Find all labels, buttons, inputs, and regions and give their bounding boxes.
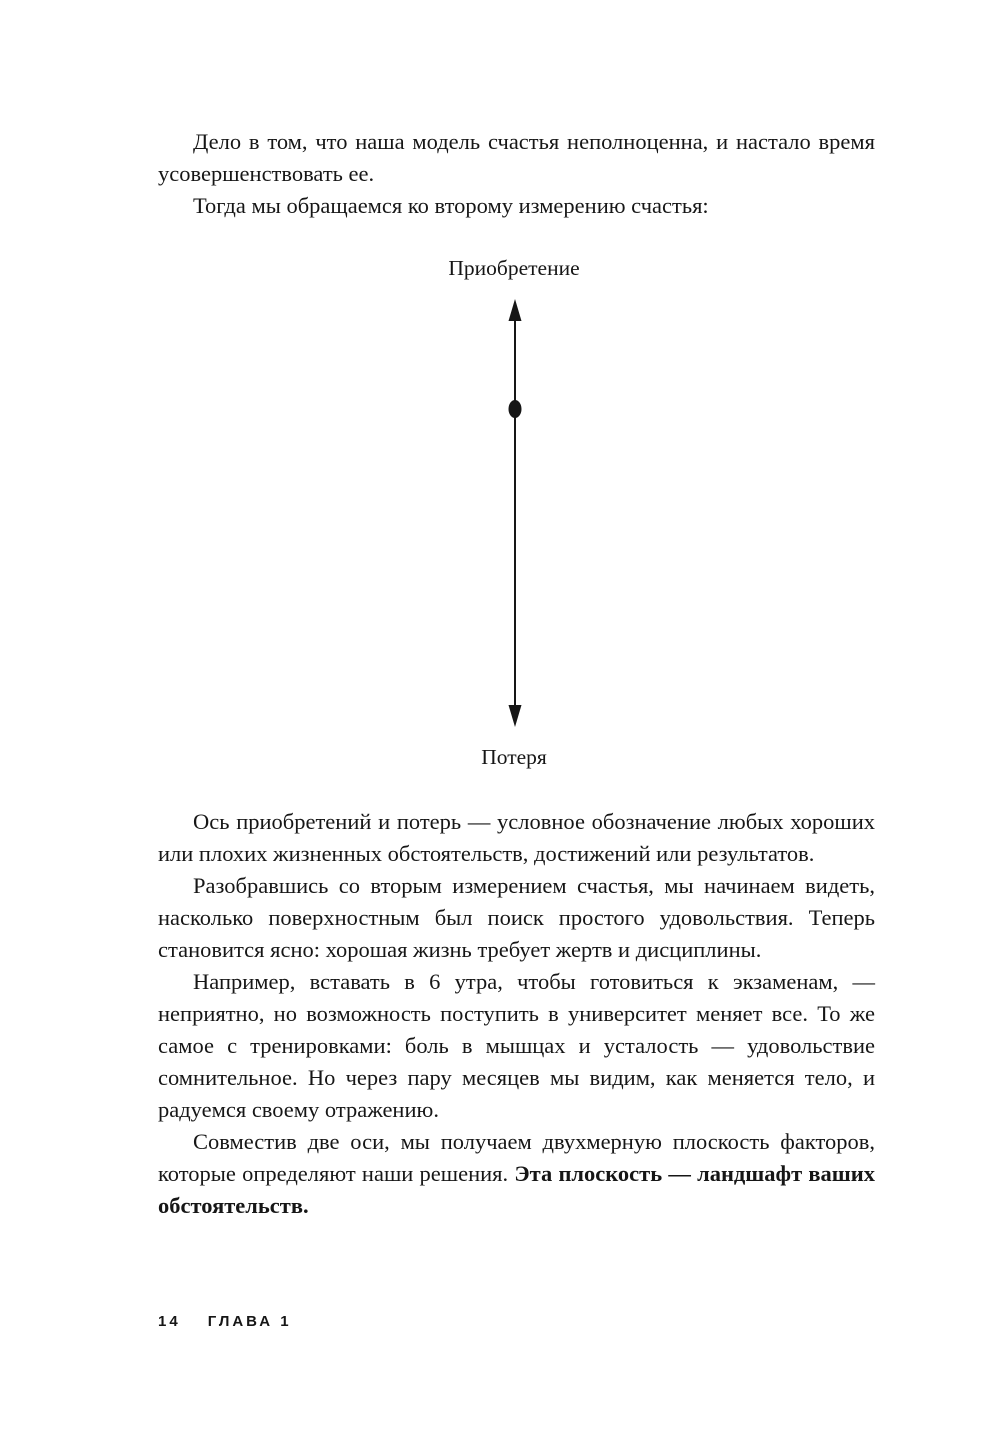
page-footer	[158, 1313, 292, 1330]
body-paragraph	[158, 966, 875, 1126]
text-segment: Например, вставать в 6 утра, чтобы готовиться к экзаменам, — неприятно, но возможность поступить в университет меняет все. То же самое с тренировками: боль в мышцах и усталость — удовольствие сомнительное. Но через пару месяцев мы видим, как меняется тело, и радуемся своему отражению.	[158, 969, 875, 1122]
bold-text-segment: Эта плоскость — ландшафт ваших обстоятельств.	[158, 1161, 875, 1218]
chapter-label: ГЛАВА 1	[207, 1313, 292, 1330]
body-paragraph	[158, 126, 875, 190]
text-segment: Разобравшись со вторым измерением счастья, мы начинаем видеть, насколько поверхностным был поиск простого удовольствия. Теперь становится ясно: хорошая жизнь требует жертв и дисциплины.	[158, 873, 875, 962]
vertical-axis-arrow-icon	[500, 299, 530, 727]
body-paragraph	[158, 190, 875, 222]
body-paragraph	[158, 1126, 875, 1222]
body-text-bottom	[158, 806, 875, 1222]
text-segment: Тогда мы обращаемся ко второму измерению счастья:	[193, 193, 709, 218]
axis-top-label: Приобретение	[448, 256, 580, 280]
text-segment: Ось приобретений и потерь — условное обозначение любых хороших или плохих жизненных обстоятельств, достижений или результатов.	[158, 809, 875, 866]
text-segment: Дело в том, что наша модель счастья неполноценна, и настало время усовершенствовать ее.	[158, 129, 875, 186]
body-paragraph	[158, 806, 875, 870]
text-segment: Совместив две оси, мы получаем двухмерную плоскость факторов, которые определяют наши решения.	[158, 1129, 875, 1186]
page-number: 14	[158, 1313, 181, 1330]
body-text-top	[158, 126, 875, 222]
body-paragraph	[158, 870, 875, 966]
axis-bottom-label: Потеря	[481, 745, 547, 769]
